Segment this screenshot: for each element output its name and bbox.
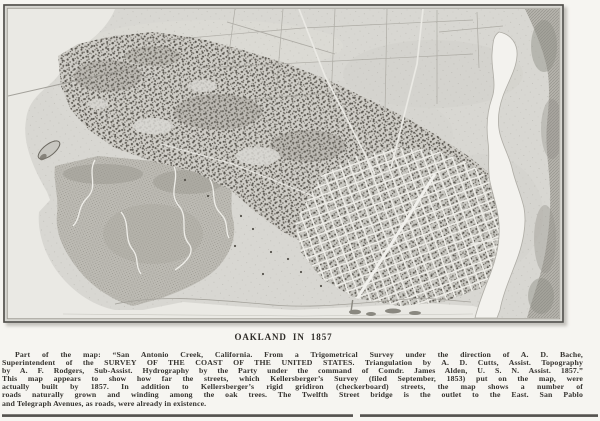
figure-caption [2, 351, 583, 408]
next-image-edge-right [360, 414, 598, 417]
caption-line-1: Part of the map: “San Antonio Creek, California. From a Trigometrical Survey under the direction of A. D. Bache, [15, 351, 583, 359]
map-art [8, 9, 563, 318]
caption-line-4: This map appears to show how far the streets, which Kellersberger’s Survey (filed September, 1853) put on the map, were [2, 375, 583, 384]
caption-line-7: and Telegraph Avenues, as roads, were already in existence. [2, 399, 207, 408]
caption-line-5: actually built by 1857. In addition to Kellersberger’s rigid gridiron (checkerboard) streets, the map shows a number of [2, 383, 583, 392]
map-image [3, 4, 564, 323]
caption-line-2: Superintendent of the SURVEY OF THE COAST OF THE UNITED STATES. Triangulation by A. D. Cutts, Assist. Topography [2, 359, 583, 368]
next-image-edge-left [2, 414, 353, 417]
caption-line-3: by A. F. Rodgers, Sub-Assist. Hydrography by the Party under the command of Comdr. James Alden, U. S. N. Assist. 1857.” [2, 367, 583, 376]
map-canvas [3, 4, 564, 323]
caption-line-6: roads naturally grown and winding among the oak trees. The Twelfth Street bridge is the outlet to the East. San Pablo [2, 391, 583, 400]
figure-title: OAKLAND IN 1857 [234, 332, 333, 342]
